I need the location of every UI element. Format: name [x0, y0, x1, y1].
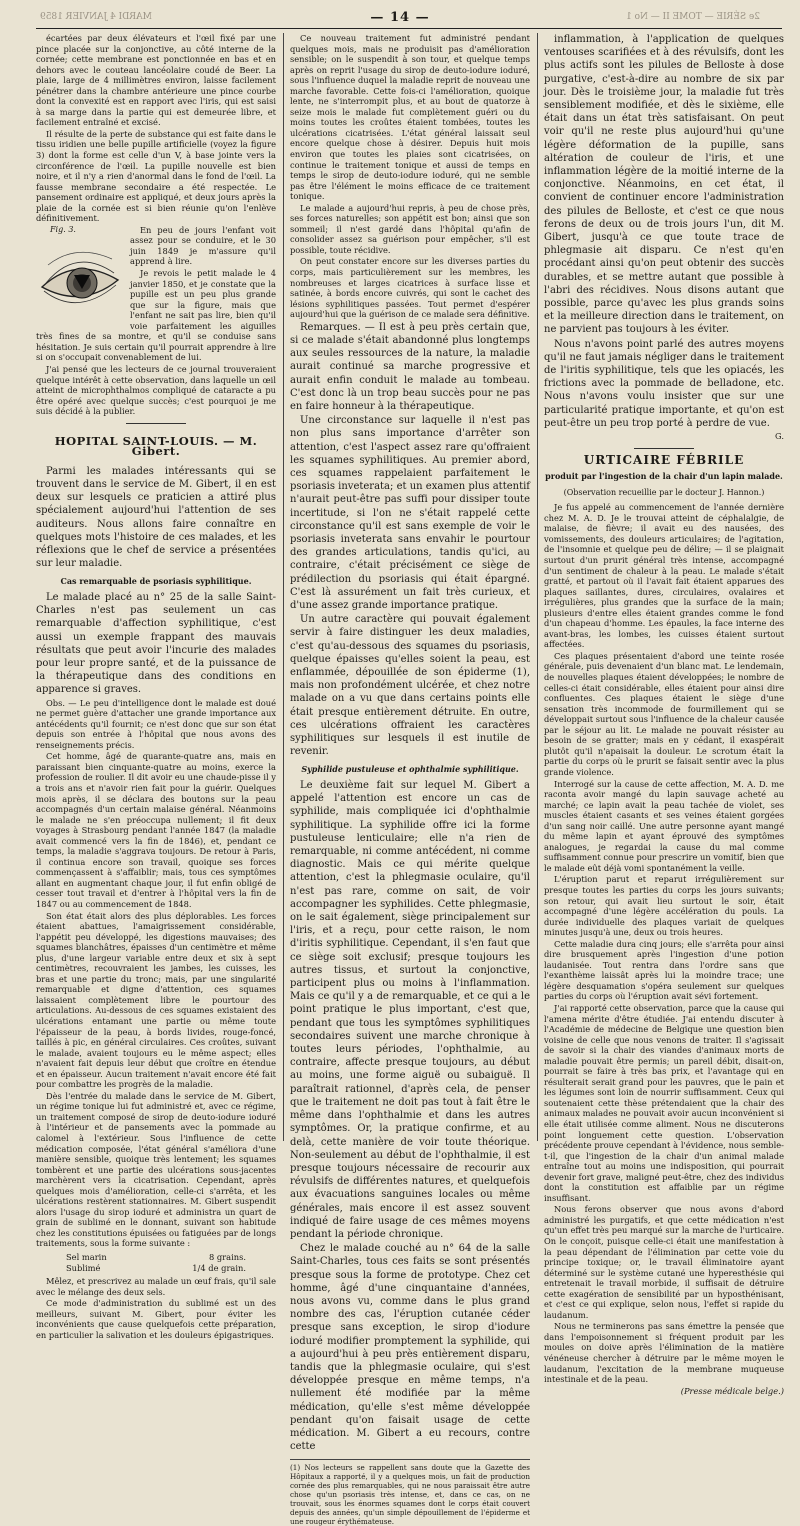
subheading-syphilide: Syphilide pustuleuse et ophthalmie syphilitique. [301, 764, 519, 775]
paragraph: Il résulte de la perte de substance qui est faite dans le tissu iridien une belle pupille artificielle (voyez la figure 3) dont la forme est celle d'un V, à base jointe vers la circonférence de l'œil. La pupille nouvelle est bien noire, et il n'y a rien d'anormal dans le fond de l'œil. La fausse membrane secondaire a été respectée. Le pansement ordinaire est appliqué, et deux jours après la plaie de la cornée est si bien réunie qu'on l'enlève définitivement. [36, 128, 276, 224]
header-rule [36, 28, 782, 29]
figure-label: Fig. 3. [50, 224, 76, 234]
column-1 [36, 33, 276, 1340]
eye-illustration-icon [36, 225, 124, 325]
paragraph: Obs. — Le peu d'intelligence dont le malade est doué ne permet guère d'attacher une grande importance aux antécédents qu'il fournit; ce n'est donc que sur son état depuis son entrée à l'hôpital que nous avons des renseignements précis. [36, 697, 276, 750]
page-header [0, 4, 800, 28]
paragraph: Chez le malade couché au n° 64 de la salle Saint-Charles, tous ces faits se sont présentés presque sous la forme de prototype. Chez cet homme, âgé d'une cinquantaine d'années, nous avons vu, comme dans le plus grand nombre des cas, l'éruption cutanée céder presque sans exception, le sirop d'iodure ioduré modifier promptement la syphilide, qui a aujourd'hui à peu près entièrement disparu, tandis que la phlegmasie oculaire, qui s'est développée presque en même temps, n'a nullement été modifiée par la même médication, qu'elle s'est même développée pendant qu'on faisait usage de cette médication. M. Gibert a eu recours, contre cette [290, 1243, 530, 1453]
paragraph: En peu de jours l'enfant voit assez pour se conduire, et le 30 juin 1849 je m'assure qu'il apprend à lire. [130, 224, 276, 267]
paragraph: Mêlez, et prescrivez au malade un œuf frais, qu'il sale avec le mélange des deux sels. [36, 1276, 276, 1297]
prescription-line [66, 1252, 246, 1263]
paragraph: Interrogé sur la cause de cette affection, M. A. D. me raconta avoir mangé du lapin sauvage acheté au marché; ce lapin avait la peau tachée de violet, ses muscles étaient casants et ses veines étaient gorgées d'un sang noir caillé. Une autre personne ayant mangé du même lapin et ayant éprouvé des symptômes analogues, je regardai la cause du mal comme suffisamment connue pour prescrire un vomitif, bien que le malade eût déjà vomi spontanément la veille. [544, 778, 784, 873]
paragraph: On peut constater encore sur les diverses parties du corps, mais particulièrement sur les membres, les nombreuses et larges cicatrices à surface lisse et satinée, à bords encore cuivrés, qui sont le cachet des lésions syphilitiques passées. Tout permet d'espérer aujourd'hui que la guérison de ce malade sera définitive. [290, 256, 530, 320]
paragraph: Dès l'entrée du malade dans le service de M. Gibert, un régime tonique lui fut administré et, avec ce régime, un traitement composé de sirop de deuto-iodure ioduré à l'intérieur et de pansements avec la pommade au calomel à l'extérieur. Sous l'influence de cette médication composée, l'état général s'améliora d'une manière sensible, quoique très lentement; les squames tombèrent et une partie des ulcérations sous-jacentes marchèrent vers la cicatrisation. Cependant, après quelques mois d'amélioration, celle-ci s'arrêta, et les ulcérations restèrent stationnaires. M. Gibert suspendit alors l'usage du sirop ioduré et administra un quart de grain de sublimé en le donnant, suivant son habitude chez les constitutions épuisées ou fatiguées par de longs traitements, sous la forme suivante : [36, 1090, 276, 1249]
section-separator [634, 448, 694, 449]
page-number: — 14 — [370, 10, 430, 25]
paragraph: Son état était alors des plus déplorables. Les forces étaient abattues, l'amaigrissement considérable, l'appétit peu développé, les digestions mauvaises; des squames blanchâtres, épaisses d'un centimètre et même plus, d'une largeur variable entre deux et six à sept centimètres, recouvraient les jambes, les cuisses, les bras et une partie du tronc; mais, par une singularité remarquable et digne d'attention, ces squames laissaient complètement libre le pourtour des articulations. Au-dessous de ces squames existaient des ulcérations entamant une partie ou même toute l'épaisseur de la peau, à bords livides, rouge-foncé, taillés à pic, en général circulaires. Ces croûtes, suivant le malade, avaient toujours eu le même aspect; elles n'avaient fait depuis leur début que croître en étendue et en épaisseur. Aucun traitement n'avait encore été fait pour combattre les progrès de la maladie. [36, 910, 276, 1090]
paragraph: Remarques. — Il est à peu près certain que, si ce malade s'était abandonné plus longtemps aux seules ressources de la nature, la maladie aurait continué sa marche progressive et aurait enfin conduit le malade au tombeau. C'est donc là un trop beau succès pour ne pas en faire honneur à la thérapeutique. [290, 321, 530, 412]
paragraph: Nous ne terminerons pas sans émettre la pensée que dans l'empoisonnement si fréquent produit par les moules on doive après l'élimination de la matière vénéneuse chercher à détruire par le même moyen le laudanum, l'excitation de la membrane muqueuse intestinale et de la peau. [544, 1321, 784, 1385]
paragraph: Ces plaques présentaient d'abord une teinte rosée générale, puis devenaient d'un blanc mat. Le lendemain, de nouvelles plaques étaient développées; le nombre de celles-ci était considérable, elles étaient pour ainsi dire confluentes. Ces plaques étaient le siège d'une sensation très incommode de fourmillement qui se développait surtout sous l'influence de la chaleur causée par le séjour au lit. Le malade ne pouvait résister au besoin de se gratter; mais en y cédant, il exaspérait plutôt qu'il n'apaisait la douleur. Le scrotum était la partie du corps où le prurit se faisait sentir avec la plus grande violence. [544, 650, 784, 777]
paragraph: Nous ferons observer que nous avons d'abord administré les purgatifs, et que cette médication n'est qu'un effet très peu marqué sur la marche de l'urticaire. On le conçoit, puisque celle-ci était une manifestation à la peau dépendant de l'élimination par cette voie du principe toxique; or, le travail éliminatoire ayant déterminé sur le système cutané une hyperesthésie qui entretenait le travail morbide, il suffisait de détruire cette exagération de sensibilité par un hyposthénisant, et c'est ce qui explique, selon nous, l'effet si rapide du laudanum. [544, 1204, 784, 1320]
author-signoff [544, 431, 784, 442]
paragraph: L'éruption parut et reparut irrégulièrement sur presque toutes les parties du corps les jours suivants; son retour, qui avait lieu surtout le soir, était accompagné d'une légère accélération du pouls. La durée individuelle des plaques variait de quelques minutes jusqu'à une, deux ou trois heures. [544, 874, 784, 938]
source-credit: (Presse médicale belge.) [680, 1385, 784, 1396]
paragraph: Ce nouveau traitement fut administré pendant quelques mois, mais ne produisit pas d'amélioration sensible; on le suspendit à son tour, et quelque temps après on reprit l'usage du sirop de deuto-iodure ioduré, sous l'influence duquel la maladie reprit de nouveau une marche favorable. Cette fois-ci l'amélioration, quoique lente, ne s'interrompit plus, et au bout de quatorze à seize mois le malade fut complètement guéri ou du moins toutes les croûtes étaient tombées, toutes les ulcérations cicatrisées. L'état général laissait seul encore quelque chose à désirer. Depuis huit mois environ que toutes les plaies sont cicatrisées, on continue le traitement tonique et aussi de temps en temps le sirop de deuto-iodure ioduré, qui ne semble pas être l'élément le moins efficace de ce traitement tonique. [290, 33, 530, 202]
paragraph: Le deuxième fait sur lequel M. Gibert a appelé l'attention est encore un cas de syphilide, mais compliquée ici d'ophthalmie syphilitique. La syphilide offre ici la forme pustuleuse lenticulaire; elle n'a rien de remarquable, ni comme antécédent, ni comme diagnostic. Mais ce qui mérite quelque attention, c'est la phlegmasie oculaire, qu'il n'est pas rare, comme on sait, de voir accompagner les syphilides. Cette phlegmasie, on le sait également, siège principalement sur l'iris, et a reçu, pour cette raison, le nom d'iritis syphilitique. Cependant, il s'en faut que ce siège soit exclusif; presque toujours les autres tissus, et surtout la conjonctive, participent plus ou moins à l'inflammation. Mais ce qu'il y a de remarquable, et ce qui a le point pratique le plus important, c'est que, pendant que tous les symptômes syphilitiques secondaires suivent une marche chronique à toutes leurs périodes, l'ophthalmie, au contraire, affecte presque toujours, au début au moins, une forme aiguë ou subaiguë. Il paraîtrait rationnel, d'après cela, de penser que le traitement ne doit pas tout à fait être le même dans l'ophthalmie et dans les autres symptômes. Or, la pratique confirme, et au delà, cette manière de voir toute théorique. Non-seulement au début de l'ophthalmie, il est presque toujours nécessaire de recourir aux révulsifs de différentes natures, et quelquefois aux évacuations sanguines locales ou même générales, mais encore il est assez souvent indiqué de faire usage de ces mêmes moyens pendant la période chronique. [290, 780, 530, 1240]
observation-byline: (Observation recueillie par le docteur J. Hannon.) [563, 487, 765, 497]
section-heading-hospital: HOPITAL SAINT-LOUIS. — M. Gibert. [54, 433, 258, 459]
column-2 [290, 33, 530, 1526]
eye-figure [36, 225, 124, 325]
paragraph: J'ai pensé que les lecteurs de ce journal trouveraient quelque intérêt à cette observation, dans laquelle un œil atteint de microphthalmos compliqué de cataracte a pu être opéré avec quelque succès; c'est pourquoi je me suis décidé à la publier. [36, 363, 276, 417]
ingredient-dose: 1/4 de grain. [192, 1262, 246, 1273]
paragraph: écartées par deux élévateurs et l'œil fixé par une pince placée sur la conjonctive, au côté interne de la cornée; cette membrane est ponctionnée en bas et en dehors avec le couteau lancéolaire coudé de Beer. La plaie, large de 4 millimètres environ, laisse facilement pénétrer dans la chambre antérieure une pince courbe dont la convexité est en rapport avec l'iris, qui est saisi à sa marge dans la partie qui est demeurée libre, et facilement entraîné et excisé. [36, 33, 276, 128]
subheading-psoriasis: Cas remarquable de psoriasis syphilitique. [60, 576, 252, 587]
bleed-through-text-right: 2e SÉRIE — TOME II — No 1 [625, 12, 760, 22]
paragraph: J'ai rapporté cette observation, parce que la cause qui l'amena mérite d'être étudiée. J'ai entendu discuter à l'Académie de médecine de Belgique une question bien voisine de celle que nous venons de traiter. Il s'agissait de savoir si la chair des viandes d'animaux morts de maladie pouvait être permis; un pareil débit, disait-on, pourrait se faire à très bas prix, et l'avantage qui en résulterait serait grand pour les pauvres, que le pain et les légumes sont loin de nourrir suffisamment. Ceux qui soutenaient cette thèse prétendaient que la chair des animaux malades ne pouvait avoir aucun inconvénient si elle était utilisée comme aliment. Nous ne discuterons point longuement cette question. L'observation précédente prouve cependant à l'évidence, nous semble-t-il, que l'ingestion de la chair d'un animal malade entraîne tout au moins une indisposition, qui pourrait devenir fort grave, maligné peut-être, chez des individus dont la constitution est affaiblie par un régime insuffisant. [544, 1002, 784, 1203]
paragraph: Une circonstance sur laquelle il n'est pas non plus sans importance d'arrêter son attention, c'est l'aspect assez rare qu'offraient les squames syphilitiques. Au premier abord, ces squames rappelaient parfaitement le psoriasis inveterata; et un examen plus attentif n'aurait peut-être pas suffi pour dissiper toute incertitude, si l'on ne s'était rappelé cette circonstance qu'il est sans exemple de voir le psoriasis inveterata sans envahir le pourtour des grandes articulations, tandis qu'ici, au contraire, c'était précisément ce siège de prédilection du psoriasis qui était épargné. C'est là assurément un fait très curieux, et d'une assez grande importance pratique. [290, 415, 530, 612]
paragraph: inflammation, à l'application de quelques ventouses scarifiées et à des révulsifs, dont les plus actifs sont les pilules de Belloste à dose purgative, c'est-à-dire au nombre de six par jour. Dès le troisième jour, la maladie fut très sensiblement modifiée, et dès le sixième, elle était dans un état très satisfaisant. On peut voir qu'il ne reste plus aujourd'hui qu'une légère déformation de la pupille, sans altération de couleur de l'iris, et une inflammation légère de la moitié interne de la conjonctive. Néanmoins, en cet état, il convient de continuer encore l'administration des pilules de Belloste, et c'est ce que nous ferons de deux ou de trois jours l'un, dit M. Gibert, jusqu'à ce que toute trace de phlegmasie ait disparu. Ce n'est qu'en procédant ainsi qu'on peut obtenir des succès durables, et se mettre autant que possible à l'abri des récidives. Nous disons autant que possible, parce qu'avec les plus grands soins et la meilleure direction dans le traitement, on ne parvient pas toujours à les éviter. [544, 34, 784, 336]
paragraph: Le malade placé au n° 25 de la salle Saint-Charles n'est pas seulement un cas remarquable d'affection syphilitique, c'est aussi un exemple frappant des mauvais résultats que peut avoir l'incurie des malades pour leur propre santé, et de la puissance de la thérapeutique dans des conditions en apparence si graves. [36, 591, 276, 696]
author-initial: G. [775, 431, 784, 442]
paragraph: Je revois le petit malade le 4 janvier 1850, et je constate que la pupille est un peu plus grande que sur la figure, mais que l'enfant ne sait pas lire, bien qu'il voie parfaitement les aiguilles très fines de sa montre, et qu'il se conduise sans hésitation. Je suis certain qu'il pourrait apprendre à lire si on s'occupait convenablement de lui. [36, 268, 276, 363]
bleed-through-text-left: MARDI 4 JANVIER 1859 [40, 12, 152, 22]
paragraph: Le malade a aujourd'hui repris, à peu de chose près, ses forces naturelles; son appétit est bon; ainsi que son sommeil; il n'est gardé dans l'hôpital qu'afin de consolider assez sa guérison pour empêcher, s'il est possible, toute récidive. [290, 202, 530, 255]
paragraph: Je fus appelé au commencement de l'année dernière chez M. A. D. Je le trouvai atteint de céphalalgie, de malaise, de fièvre; il avait eu des nausées, des vomissements, des douleurs articulaires; de l'agitation, de l'insomnie et quelque peu de délire; — il se plaignait surtout d'un prurit général très intense, accompagné d'un sentiment de chaleur à la peau. Le malade s'était gratté, et partout où il l'avait fait étaient apparues des plaques saillantes, dures, circulaires, ovalaires et irrégulières, plus grandes que la surface de la main; plusieurs d'entre elles étaient grandes comme le fond d'un chapeau d'homme. Les épaules, la face interne des avant-bras, les lombes, les cuisses étaient surtout affectées. [544, 502, 784, 650]
column-divider-1 [283, 33, 284, 1141]
paragraph: Parmi les malades intéressants qui se trouvent dans le service de M. Gibert, il en est deux sur lesquels ce praticien a attiré plus spécialement aujourd'hui l'attention de ses auditeurs. Nous allons faire connaître en quelques mots l'histoire de ces malades, et les réflexions que le chef de service a présentées sur leur maladie. [36, 465, 276, 570]
paragraph: Ce mode d'administration du sublimé est un des meilleurs, suivant M. Gibert, pour éviter les inconvénients que cause quelquefois cette préparation, en particulier la salivation et les douleurs épigastriques. [36, 1298, 276, 1340]
prescription-line [66, 1263, 246, 1274]
ingredient-name: Sel marin [66, 1252, 107, 1263]
paragraph: Cette maladie dura cinq jours; elle s'arrêta pour ainsi dire brusquement après l'ingestion d'une potion laudanisée. Tout rentra dans l'ordre sans que l'exanthème laissât après lui la moindre trace; une légère desquamation s'opéra seulement sur quelques parties du corps où l'éruption avait sévi fortement. [544, 938, 784, 1002]
column-3 [544, 33, 784, 1396]
section-separator [126, 423, 186, 424]
ingredient-name: Sublimé [66, 1262, 101, 1273]
article-title: URTICAIRE FÉBRILE [583, 452, 745, 467]
paragraph: Un autre caractère qui pouvait également servir à faire distinguer les deux maladies, c'est qu'au-dessous des squames du psoriasis, quelque épaisses qu'elles soient la peau, est enflammée, dépouillée de son épiderme (1), mais non profondément ulcérée, et chez notre malade on a vu que dans certains points elle était presque entièrement détruite. En outre, ces ulcérations offraient les caractères syphilitiques sur lesquels il est inutile de revenir. [290, 614, 530, 758]
ingredient-dose: 8 grains. [208, 1252, 246, 1263]
footnote: (1) Nos lecteurs se rappellent sans doute que la Gazette des Hôpitaux a rapporté, il y a quelques mois, un fait de production cornée des plus remarquables, qui ne nous paraissait être autre chose qu'un psoriasis très intense, et, dans ce cas, on ne trouvait, sous les énormes squames dont le corps était couvert depuis des années, qu'un simple dépouillement de l'épiderme et une rougeur érythémateuse. [290, 1459, 530, 1526]
paragraph: Cet homme, âgé de quarante-quatre ans, mais en paraissant bien cinquante-quatre au moins, exerce la profession de roulier. Il dit avoir eu une chaude-pisse il y a trois ans et n'avoir rien fait pour la guérir. Quelques mois après, il se déclara des boutons sur la peau accompagnés d'un certain malaise général. Néanmoins le malade ne s'en préoccupa nullement; il fit deux voyages à Strasbourg pendant l'année 1847 (la maladie avait commencé vers la fin de 1846), et, pendant ce temps, la maladie s'aggrava toujours. De retour à Paris, il continua encore son travail, quoique ses forces commençassent à s'affaiblir; mais, tous ces symptômes allant en augmentant chaque jour, il fut enfin obligé de cesser tout travail et d'entrer à l'hôpital vers la fin de 1847 ou au commencement de 1848. [36, 751, 276, 909]
paragraph: Nous n'avons point parlé des autres moyens qu'il ne faut jamais négliger dans le traitement de l'iritis syphilitique, tels que les opiacés, les frictions avec la pommade de belladone, etc. Nous n'avons voulu insister que sur une particularité pratique importante, et qu'on est peut-être un peu trop porté à perdre de vue. [544, 338, 784, 429]
prescription [66, 1252, 276, 1273]
column-divider-2 [537, 33, 538, 1141]
article-subtitle: produit par l'ingestion de la chair d'un lapin malade. [545, 471, 783, 482]
